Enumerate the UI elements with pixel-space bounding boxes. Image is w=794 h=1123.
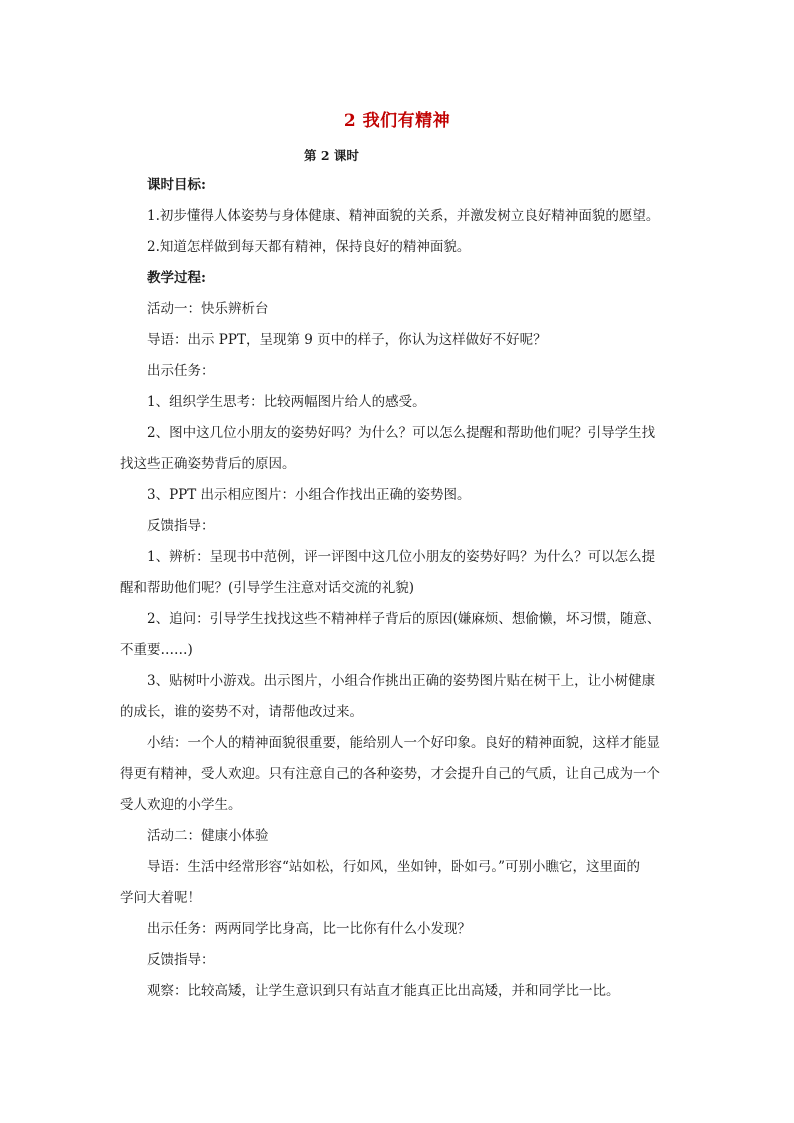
feedback-item xyxy=(120,611,679,658)
lesson-body xyxy=(120,177,679,1014)
feedback-heading: 反馈指导： xyxy=(147,518,215,534)
text-line: 1、辨析：呈现书中范例，评一评图中这几位小朋友的姿势好吗？为什么？可以怎么提 xyxy=(147,549,656,565)
activity-one-intro: 导语：出示 PPT，呈现第 9 页中的样子，你认为这样做好不好呢？ xyxy=(147,332,547,348)
observation-item: 观察：比较高矮，让学生意识到只有站直才能真正比出高矮，并和同学比一比。 xyxy=(147,983,620,999)
objective-item: 1.初步懂得人体姿势与身体健康、精神面貌的关系，并激发树立良好精神面貌的愿望。 xyxy=(147,208,660,224)
text-line: 导语：生活中经常形容“站如松，行如风，坐如钟，卧如弓。”可别小瞧它，这里面的 xyxy=(147,859,641,875)
text-line: 的成长，谁的姿势不对，请帮他改过来。 xyxy=(120,704,363,720)
activity-one-title: 活动一：快乐辨析台 xyxy=(147,301,269,317)
feedback-item xyxy=(120,549,679,596)
text-line: 得更有精神，受人欢迎。只有注意自己的各种姿势，才会提升自己的气质，让自己成为一个 xyxy=(120,766,660,782)
text-line: 醒和帮助他们呢？(引导学生注意对话交流的礼貌) xyxy=(120,580,415,596)
task-item: 1、组织学生思考：比较两幅图片给人的感受。 xyxy=(147,394,426,410)
lesson-title: 2 我们有精神 xyxy=(343,111,451,131)
feedback-item xyxy=(120,673,679,720)
task-item xyxy=(120,425,679,472)
text-line: 2、追问：引导学生找找这些不精神样子背后的原因(嫌麻烦、想偷懒，坏习惯，随意、 xyxy=(147,611,661,627)
activity-two-task: 出示任务：两两同学比身高，比一比你有什么小发现？ xyxy=(147,921,471,937)
text-line: 小结：一个人的精神面貌很重要，能给别人一个好印象。良好的精神面貌，这样才能显 xyxy=(147,735,660,751)
activity-two-title: 活动二：健康小体验 xyxy=(147,828,269,844)
process-heading: 教学过程: xyxy=(147,270,206,286)
text-line: 受人欢迎的小学生。 xyxy=(120,797,242,813)
text-line: 2、图中这几位小朋友的姿势好吗？为什么？可以怎么提醒和帮助他们呢？引导学生找 xyxy=(147,425,656,441)
text-line: 3、贴树叶小游戏。出示图片，小组合作挑出正确的姿势图片贴在树干上，让小树健康 xyxy=(147,673,656,689)
objective-item: 2.知道怎样做到每天都有精神，保持良好的精神面貌。 xyxy=(147,239,471,255)
text-line: 不重要……) xyxy=(120,642,193,658)
task-item: 3、PPT 出示相应图片：小组合作找出正确的姿势图。 xyxy=(147,487,471,503)
feedback-heading: 反馈指导： xyxy=(147,952,215,968)
text-line: 学问大着呢！ xyxy=(120,890,201,906)
objectives-heading: 课时目标: xyxy=(147,177,206,193)
activity-two-intro xyxy=(120,859,679,906)
summary-paragraph xyxy=(120,735,679,813)
text-line: 找这些正确姿势背后的原因。 xyxy=(120,456,296,472)
lesson-subtitle: 第 2 课时 xyxy=(304,148,359,163)
task-heading: 出示任务： xyxy=(147,363,215,379)
